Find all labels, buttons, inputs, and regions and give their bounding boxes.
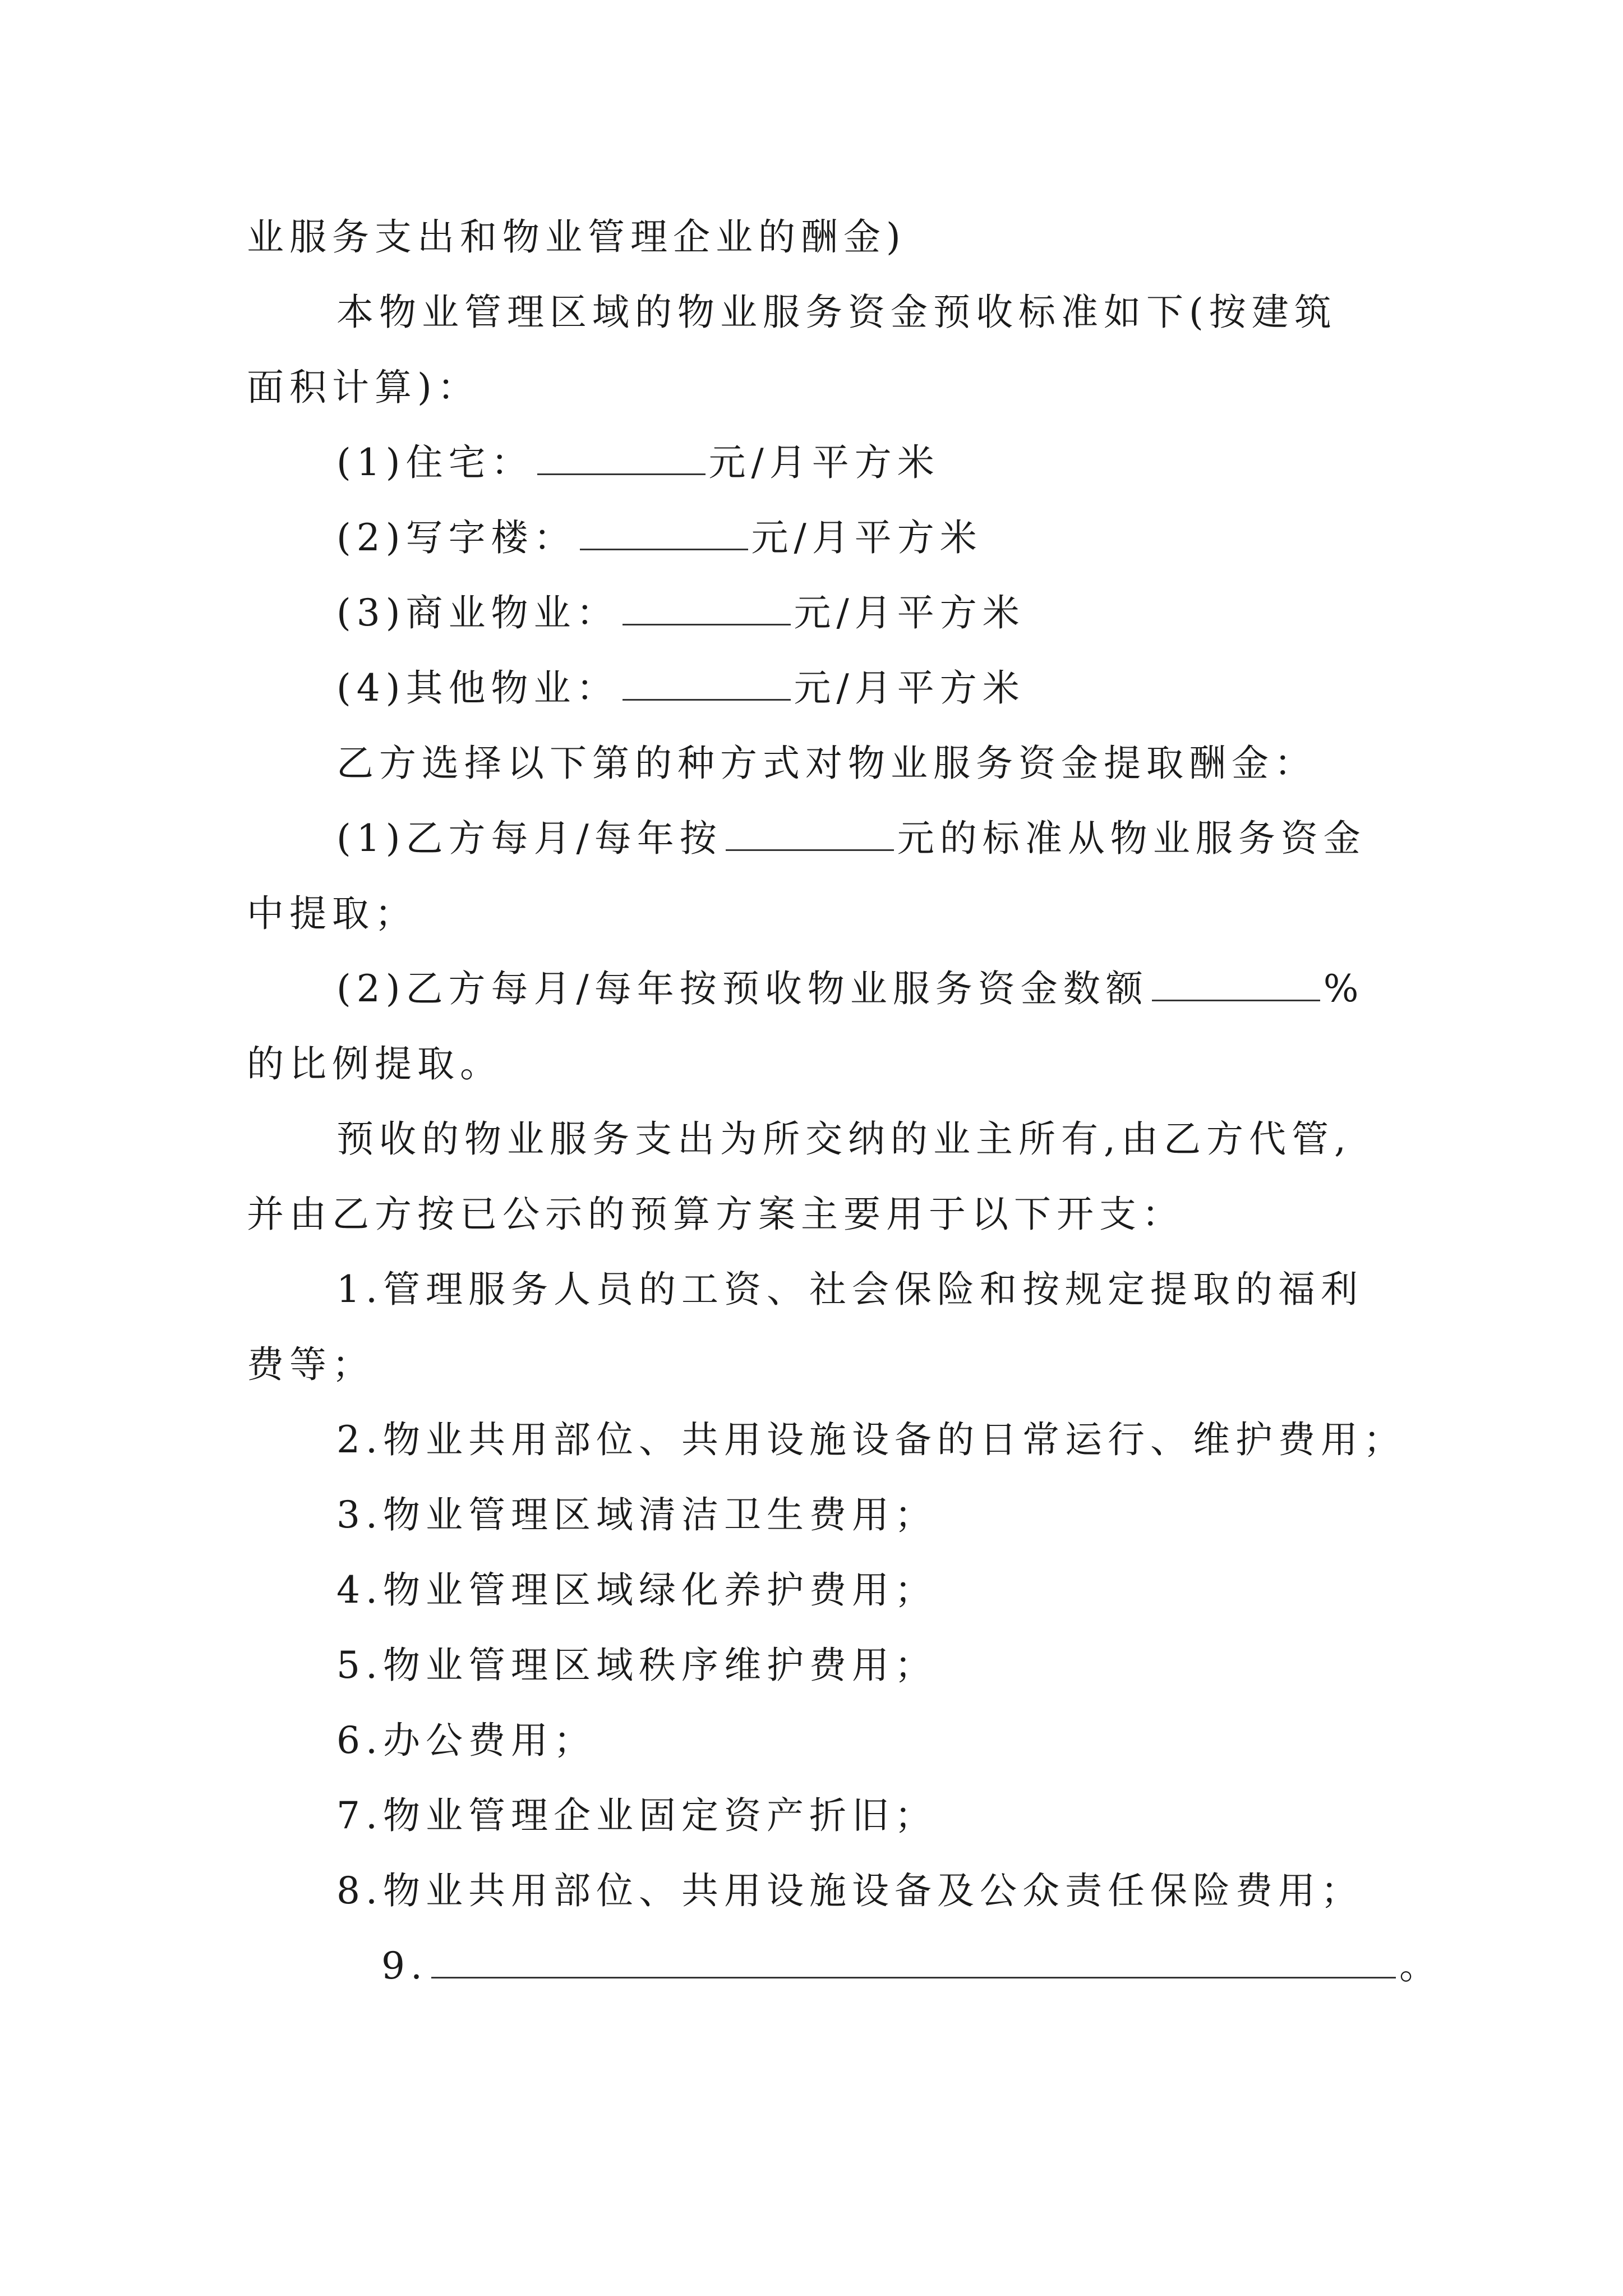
line-text: 面积计算)： [247,366,480,409]
text-line [336,287,1337,338]
line-suffix: 元/月平方米 [708,441,940,484]
fill-in-line [336,964,1364,1014]
line-prefix: (4)其他物业： [336,666,619,710]
line-prefix: 9. [381,1944,428,1987]
line-text: 3.物业管理区域清洁卫生费用； [336,1493,937,1536]
line-text: 5.物业管理区域秩序维护费用； [336,1644,937,1687]
line-text: 预收的物业服务支出为所交纳的业主所有,由乙方代管, [336,1117,1352,1161]
text-line [247,212,906,263]
list-item [336,1565,937,1616]
list-item [336,1715,596,1766]
text-line [247,1039,502,1089]
list-item [336,1264,1363,1315]
text-line [336,1114,1352,1165]
text-line [247,362,480,413]
line-suffix: 元/月平方米 [794,666,1025,710]
line-text: 并由乙方按已公示的预算方案主要用于以下开支： [247,1193,1184,1236]
list-item [336,1866,1363,1916]
line-suffix: 元/月平方米 [794,591,1025,634]
line-suffix: % [1323,967,1364,1010]
line-text: 的比例提取。 [247,1042,502,1085]
line-prefix: (1)住宅： [336,441,534,484]
line-prefix: (2)写字楼： [336,516,577,559]
fill-in-line [336,588,1025,638]
fill-in-line [336,663,1025,714]
fill-in-line [336,438,940,488]
line-text: 费等； [247,1343,375,1386]
text-line [336,738,1317,789]
list-item [336,1490,937,1540]
fill-in-blank[interactable] [431,1942,1396,1978]
line-text: 业服务支出和物业管理企业的酬金) [247,215,906,259]
line-text: 4.物业管理区域绿化养护费用； [336,1568,937,1612]
line-suffix: 。 [1399,1944,1442,1987]
fill-in-line [336,813,1366,864]
list-item [336,1640,937,1691]
line-text: 6.办公费用； [336,1719,596,1762]
fill-in-blank[interactable] [623,664,791,701]
line-text: 本物业管理区域的物业服务资金预收标准如下(按建筑 [336,291,1337,334]
fill-in-blank[interactable] [623,589,791,625]
line-text: 中提取； [247,892,417,935]
fill-in-line [336,513,983,563]
line-suffix: 元的标准从物业服务资金 [897,817,1366,860]
fill-in-blank[interactable] [726,815,894,851]
list-item [336,1791,937,1841]
line-suffix: 元/月平方米 [751,516,983,559]
line-prefix: (3)商业物业： [336,591,619,634]
line-text: 2.物业共用部位、共用设施设备的日常运行、维护费用； [336,1418,1406,1461]
line-prefix: (1)乙方每月/每年按 [336,817,722,860]
line-text: 8.物业共用部位、共用设施设备及公众责任保险费用； [336,1869,1363,1912]
text-line [247,889,417,939]
line-text: 1.管理服务人员的工资、社会保险和按规定提取的福利 [336,1268,1363,1311]
fill-in-blank[interactable] [1152,965,1320,1001]
text-line [247,1340,375,1390]
line-text: 乙方选择以下第的种方式对物业服务资金提取酬金： [336,742,1317,785]
line-prefix: (2)乙方每月/每年按预收物业服务资金数额 [336,967,1149,1010]
fill-in-blank[interactable] [580,514,748,550]
fill-in-blank[interactable] [537,439,706,475]
text-line [247,1189,1184,1240]
list-item [336,1415,1406,1465]
fill-in-line [381,1941,1442,1991]
line-text: 7.物业管理企业固定资产折旧； [336,1794,937,1837]
